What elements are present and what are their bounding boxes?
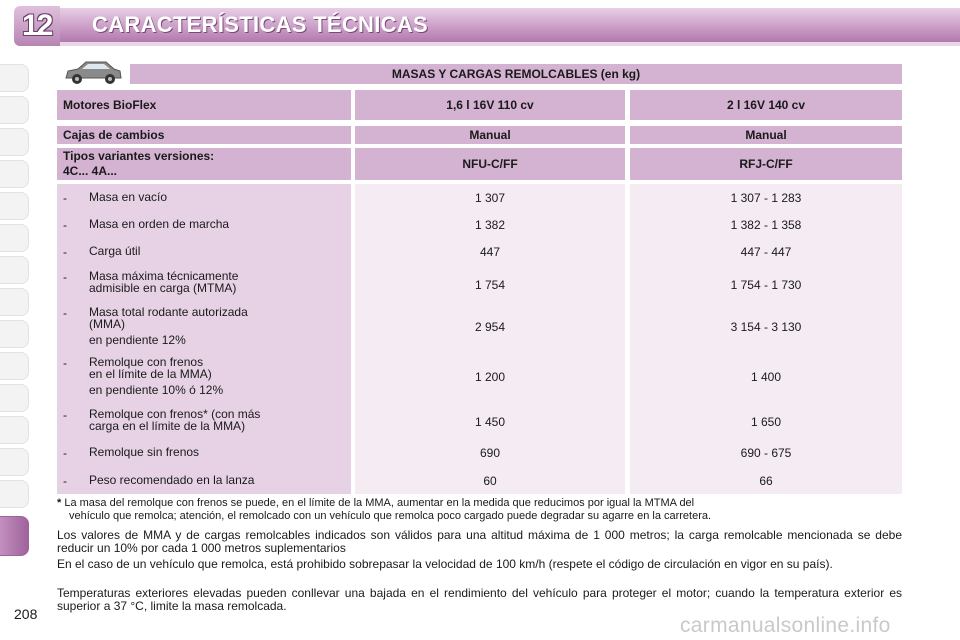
row-label-line1: Masa total rodante autorizada (89, 305, 248, 319)
variants-label-line2: 4C... 4A... (63, 164, 118, 178)
row-label-sub: en pendiente 10% ó 12% (89, 383, 224, 397)
row-value-1: 690 (479, 446, 501, 460)
side-tab[interactable] (0, 480, 29, 508)
row-value-1: 447 (479, 245, 501, 259)
gearbox-row (57, 126, 902, 144)
row-label-line1: Remolque sin frenos (89, 445, 200, 459)
side-tab[interactable] (0, 160, 29, 188)
chapter-side-tabs (0, 64, 30, 624)
page-header (0, 0, 960, 50)
row-label-line1: Remolque con frenos (89, 355, 204, 369)
side-tab[interactable] (0, 320, 29, 348)
side-tab[interactable] (0, 384, 29, 412)
row-label-line1: Masa en orden de marcha (89, 217, 230, 231)
table-title: MASAS Y CARGAS REMOLCABLES (en kg) (130, 64, 902, 84)
row-label-line1: Peso recomendado en la lanza (89, 473, 255, 487)
row-label-line2: carga en el límite de la MMA) (89, 419, 246, 433)
footnote (57, 497, 902, 523)
row-label-line1: Masa máxima técnicamente (89, 269, 239, 283)
page-title: CARACTERÍSTICAS TÉCNICAS (92, 12, 428, 37)
table-header-row (57, 90, 902, 120)
header-engine-1: 1,6 l 16V 110 cv (355, 90, 625, 120)
row-value-1: 1 307 (474, 191, 506, 205)
chapter-number: 12 (22, 9, 52, 42)
side-tab[interactable] (0, 448, 29, 476)
row-value-2: 66 (759, 474, 773, 488)
side-tab[interactable] (0, 96, 29, 124)
row-value-2: 1 400 (750, 370, 782, 384)
row-value-1: 1 754 (474, 278, 506, 292)
header-engine-2: 2 l 16V 140 cv (630, 90, 902, 120)
row-value-1: 60 (483, 474, 497, 488)
row-value-2: 3 154 - 3 130 (730, 320, 802, 334)
paragraph-altitude: Los valores de MMA y de cargas remolcables indicados son válidos para una altitud máxima de 1 000 metros; la carga remolcable mencionada se debe reducir un 10% por cada 1 000 metros suplementarios (57, 528, 902, 555)
header-strip (60, 42, 960, 46)
row-value-2: 1 307 - 1 283 (730, 191, 802, 205)
row-value-1: 1 382 (474, 218, 506, 232)
footnote-line2: vehículo que remolca; atención, el remolcado con un vehículo que remolca poco cargado puede degradar su agarre en la carretera. (69, 510, 712, 522)
side-tab[interactable] (0, 416, 29, 444)
side-tab[interactable] (0, 224, 29, 252)
row-label-line1: Masa en vacío (89, 190, 168, 204)
row-label-line2: en el límite de la MMA) (89, 367, 212, 381)
gearbox-value-2: Manual (630, 126, 902, 144)
row-value-2: 690 - 675 (740, 446, 792, 460)
row-label-line1: Carga útil (89, 244, 141, 258)
variants-label (57, 148, 351, 180)
variants-value-1: NFU-C/FF (355, 148, 625, 180)
row-value-2: 1 754 - 1 730 (730, 278, 802, 292)
variants-label-line1: Tipos variantes versiones: (63, 149, 215, 163)
watermark: carmanualsonline.info (680, 614, 891, 637)
page-number: 208 (14, 606, 38, 622)
paragraph-speed: En el caso de un vehículo que remolca, está prohibido sobrepasar la velocidad de 100 km/h (respete el código de circulación en vigor en su país). (57, 557, 833, 571)
footnote-line1: La masa del remolque con frenos se puede, en el límite de la MMA, aumentar en la medida que reducimos por igual la MTMA del (64, 497, 695, 509)
paragraph-temperature: Temperaturas exteriores elevadas pueden conllevar una bajada en el rendimiento del vehículo para proteger el motor; cuando la temperatura exterior es superior a 37 °C, limite la masa remolcada. (57, 586, 902, 613)
row-value-1: 2 954 (474, 320, 506, 334)
side-tab[interactable] (0, 352, 29, 380)
row-label-line2: (MMA) (89, 317, 125, 331)
side-tab[interactable] (0, 256, 29, 284)
side-tab[interactable] (0, 64, 29, 92)
footnote-marker: * (57, 497, 62, 509)
row-value-1: 1 200 (474, 370, 506, 384)
header-engines-label: Motores BioFlex (57, 90, 351, 120)
row-value-2: 447 - 447 (740, 245, 792, 259)
side-tab[interactable] (0, 192, 29, 220)
side-tab[interactable] (0, 128, 29, 156)
variants-row (57, 148, 902, 180)
row-label-line2: admisible en carga (MTMA) (89, 281, 237, 295)
gearbox-label: Cajas de cambios (57, 126, 351, 144)
row-value-1: 1 450 (474, 415, 506, 429)
row-label-sub: en pendiente 12% (89, 333, 186, 347)
row-value-2: 1 650 (750, 415, 782, 429)
gearbox-value-1: Manual (355, 126, 625, 144)
side-tab-active[interactable] (0, 516, 29, 556)
row-value-2: 1 382 - 1 358 (730, 218, 802, 232)
side-tab[interactable] (0, 288, 29, 316)
variants-value-2: RFJ-C/FF (630, 148, 902, 180)
row-label-line1: Remolque con frenos* (con más (89, 407, 261, 421)
car-icon (62, 56, 124, 88)
